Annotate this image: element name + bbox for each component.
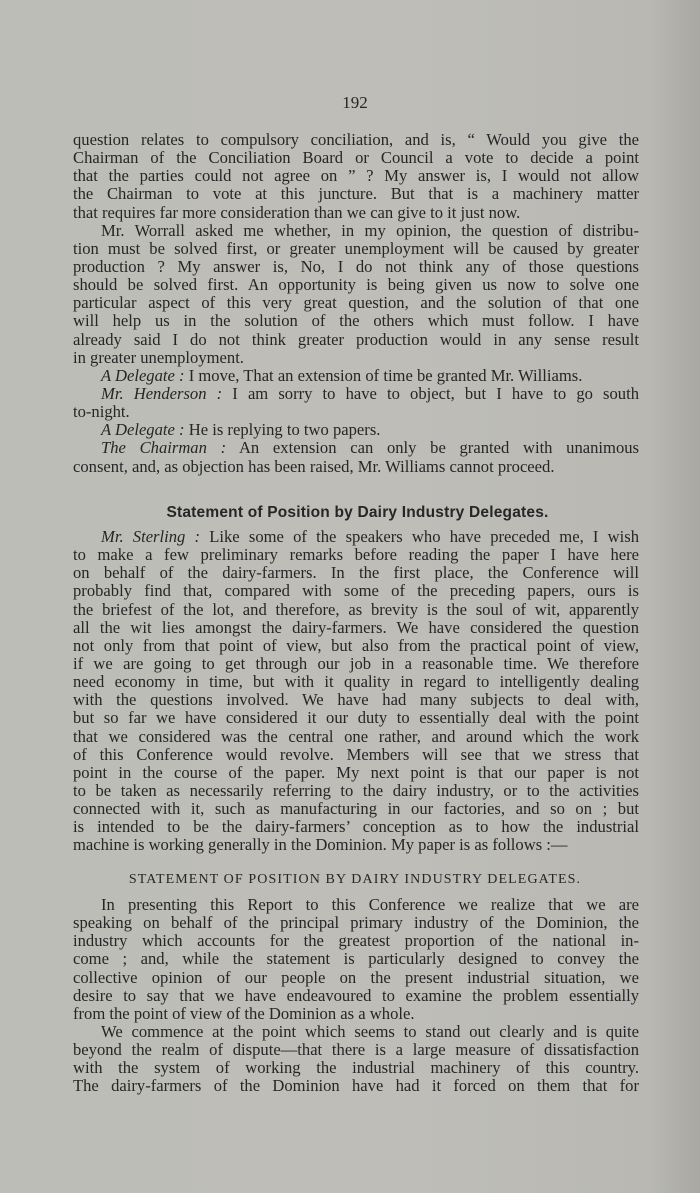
line-text: Mr. Worrall asked me whether, in my opinion, the question of distribu- [101, 220, 639, 240]
text-line [73, 582, 639, 600]
text-line [73, 836, 639, 854]
line-text: machine is working generally in the Dominion. My paper is as follows :— [73, 835, 568, 855]
line-text: production ? My answer is, No, I do not think any of those questions [73, 256, 639, 276]
text-line [73, 528, 639, 546]
text-line [73, 421, 639, 439]
section-heading: Statement of Position by Dairy Industry Delegates. [166, 504, 549, 521]
line-text: connected with it, such as manufacturing in our factories, and so on ; but [73, 799, 639, 819]
text-line [73, 728, 639, 746]
line-text: is intended to be the dairy-farmers’ conception as to how the industrial [73, 817, 639, 837]
text-line [73, 987, 639, 1005]
line-text: in greater unemployment. [73, 347, 244, 367]
line-text: The dairy-farmers of the Dominion have had it forced on them that for [73, 1076, 639, 1096]
line-text: speaking on behalf of the principal primary industry of the Dominion, the [73, 913, 639, 933]
text-line [73, 276, 639, 294]
paragraph [73, 439, 639, 475]
line-text: particular aspect of this very great question, and the solution of that one [73, 293, 639, 313]
text-line [73, 185, 639, 203]
text-line [73, 564, 639, 582]
line-text: Chairman of the Conciliation Board or Council a vote to decide a point [73, 148, 639, 168]
text-line [73, 1077, 639, 1095]
line-text: He is replying to two papers. [188, 420, 381, 440]
line-text: that the parties could not agree on ” ? My answer is, I would not allow [73, 166, 639, 186]
speaker-name: A Delegate : [101, 365, 185, 385]
text-line [73, 458, 639, 476]
paragraph [73, 896, 639, 1023]
line-text: all the wit lies amongst the dairy-farmers. We have considered the question [73, 617, 639, 637]
line-text: that requires far more consideration than we can give to it just now. [73, 202, 521, 222]
speaker-name: Mr. Sterling : [101, 527, 201, 546]
line-text: collective opinion of our people on the present industrial situation, we [73, 967, 639, 987]
line-text: point in the course of the paper. My next point is that our paper is not [73, 762, 639, 782]
line-text: come ; and, while the statement is particularly designed to convey the [73, 949, 639, 969]
text-block-statement [73, 896, 639, 1096]
line-text: question relates to compulsory conciliation, and is, “ Would you give the [73, 130, 639, 149]
text-line [73, 818, 639, 836]
page-number: 192 [342, 93, 368, 112]
paragraph [73, 528, 639, 855]
paragraph [73, 222, 639, 367]
text-line [73, 709, 639, 727]
line-text: with the questions involved. We have had many subjects to deal with, [73, 690, 639, 710]
text-line [73, 439, 639, 457]
text-line [73, 1023, 639, 1041]
paragraph [73, 421, 639, 439]
paragraph [73, 1023, 639, 1096]
line-text: that we considered was the central one rather, and around which the work [73, 726, 639, 746]
line-text: to make a few preliminary remarks before reading the paper I have here [73, 545, 639, 565]
text-line [73, 331, 639, 349]
text-line [73, 149, 639, 167]
line-text: not only from that point of view, but also from the practical point of view, [73, 635, 639, 655]
line-text: should be solved first. An opportunity is being given us now to solve one [73, 275, 639, 295]
paragraph [73, 131, 639, 222]
text-line [73, 204, 639, 222]
text-block-discussion [73, 131, 639, 476]
text-line [73, 240, 639, 258]
line-text: I move, That an extension of time be granted Mr. Williams. [188, 365, 583, 385]
line-text: An extension can only be granted with unanimous [238, 438, 639, 458]
line-text: from the point of view of the Dominion as a whole. [73, 1003, 415, 1023]
line-text: to be taken as necessarily referring to the dairy industry, or to the activities [73, 780, 639, 800]
text-line [73, 673, 639, 691]
line-text: of this Conference would revolve. Members will see that we stress that [73, 744, 639, 764]
text-line [73, 546, 639, 564]
line-text: on behalf of the dairy-farmers. In the first place, the Conference will [73, 563, 639, 583]
text-line [73, 746, 639, 764]
text-line [73, 131, 639, 149]
text-line [73, 385, 639, 403]
text-line [73, 1041, 639, 1059]
text-line [73, 969, 639, 987]
text-line [73, 914, 639, 932]
text-line [73, 258, 639, 276]
line-text: Like some of the speakers who have preceded me, I wish [209, 527, 639, 546]
text-block-sterling-remarks [73, 528, 639, 855]
paragraph [73, 367, 639, 385]
line-text: need economy in time, but with it quality in regard to intelligently dealing [73, 672, 639, 692]
text-line [73, 896, 639, 914]
text-line [73, 800, 639, 818]
line-text: to-night. [73, 402, 130, 422]
text-line [73, 619, 639, 637]
paper-heading: STATEMENT OF POSITION BY DAIRY INDUSTRY DELEGATES. [128, 872, 582, 887]
line-text: if we are going to get through our job in a reasonable time. We therefore [73, 653, 639, 673]
text-line [73, 222, 639, 240]
text-line [73, 349, 639, 367]
text-line [73, 1005, 639, 1023]
text-line [73, 294, 639, 312]
line-text: but so far we have considered it our duty to essentially deal with the point [73, 708, 639, 728]
line-text: I am sorry to have to object, but I have to go south [232, 383, 639, 403]
text-line [73, 950, 639, 968]
paragraph [73, 385, 639, 421]
line-text: We commence at the point which seems to stand out clearly and is quite [101, 1021, 639, 1041]
line-text: with the system of working the industrial machinery of this country. [73, 1058, 639, 1078]
line-text: industry which accounts for the greatest proportion of the national in- [73, 931, 639, 951]
line-text: probably find that, compared with some of the preceding papers, ours is [73, 581, 639, 601]
text-line [73, 782, 639, 800]
line-text: the briefest of the lot, and therefore, as brevity is the soul of wit, apparently [73, 599, 639, 619]
text-line [73, 932, 639, 950]
line-text: tion must be solved first, or greater unemployment will be caused by greater [73, 238, 639, 258]
line-text: consent, and, as objection has been raised, Mr. Williams cannot proceed. [73, 456, 555, 476]
text-line [73, 403, 639, 421]
line-text: In presenting this Report to this Conference we realize that we are [101, 895, 639, 914]
text-line [73, 655, 639, 673]
text-line [73, 764, 639, 782]
speaker-name: A Delegate : [101, 420, 185, 440]
text-line [73, 637, 639, 655]
speaker-name: The Chairman : [101, 438, 227, 458]
text-line [73, 1059, 639, 1077]
text-line [73, 691, 639, 709]
speaker-name: Mr. Henderson : [101, 383, 223, 403]
text-line [73, 367, 639, 385]
line-text: beyond the realm of dispute—that there is a large measure of dissatisfaction [73, 1040, 639, 1060]
text-line [73, 601, 639, 619]
line-text: desire to say that we have endeavoured to examine the problem essentially [73, 985, 639, 1005]
text-line [73, 312, 639, 330]
line-text: will help us in the solution of the others which must follow. I have [73, 311, 639, 331]
line-text: the Chairman to vote at this juncture. But that is a machinery matter [73, 184, 639, 204]
line-text: already said I do not think greater production would in any sense result [73, 329, 639, 349]
text-line [73, 167, 639, 185]
